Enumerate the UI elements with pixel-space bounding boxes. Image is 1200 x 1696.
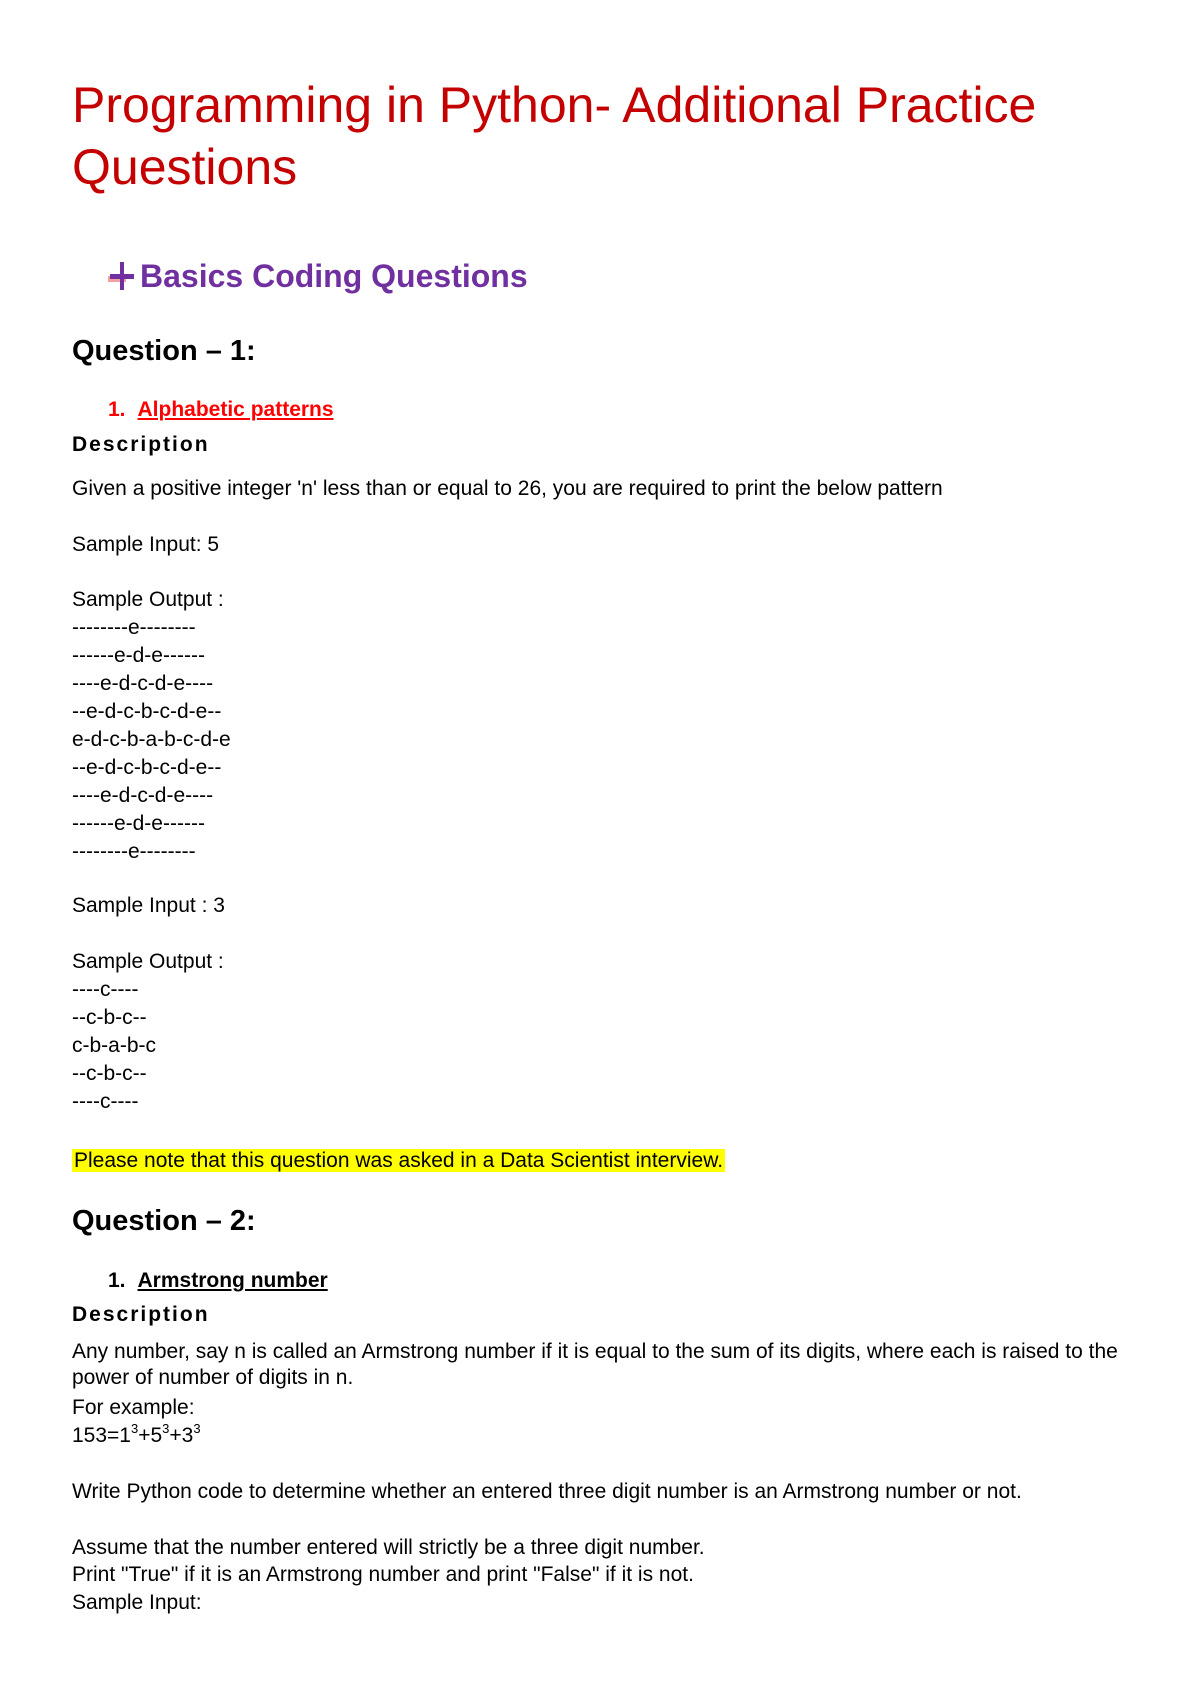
task-instruction-1: Write Python code to determine whether an entered three digit number is an Armstrong number or not. [72, 1480, 1022, 1503]
sample-input-label: Sample Input: [72, 1591, 202, 1614]
pattern-line: --c-b-c-- [72, 1006, 147, 1029]
pattern-line: c-b-a-b-c [72, 1034, 157, 1057]
pattern-line: ----e-d-c-d-e---- [72, 784, 214, 807]
document-title: Programming in Python- Additional Practice Questions [72, 77, 1037, 195]
exponent: 3 [162, 1421, 170, 1436]
exponent: 3 [130, 1421, 139, 1436]
example-equation [72, 1423, 201, 1449]
pattern-output-1 [72, 614, 231, 866]
section-heading [108, 256, 528, 296]
task-instruction-3: Print "True" if it is an Armstrong number and print "False" if it is not. [72, 1563, 694, 1586]
highlighted-note: Please note that this question was asked in a Data Scientist interview. [74, 1149, 724, 1172]
pattern-line: ----c---- [72, 978, 139, 1001]
pattern-line: ------e-d-e------ [72, 644, 205, 667]
pattern-line: --e-d-c-b-c-d-e-- [72, 700, 222, 723]
pattern-line: ----c---- [72, 1090, 139, 1113]
equation-part: +3 [169, 1424, 194, 1447]
list-number: 1. [108, 1269, 126, 1292]
equation-part: +5 [138, 1424, 163, 1447]
description-label: Description [72, 1303, 210, 1326]
question-1-item [108, 397, 334, 423]
sample-input-2: Sample Input : 3 [72, 894, 225, 917]
question-2-item [108, 1268, 328, 1294]
sample-input-1: Sample Input: 5 [72, 533, 220, 556]
question-1-heading: Question – 1: [72, 335, 256, 367]
pattern-line: --------e-------- [72, 840, 196, 863]
pattern-output-2 [72, 976, 156, 1116]
pattern-line: --e-d-c-b-c-d-e-- [72, 756, 222, 779]
bullet-cross-icon [108, 262, 136, 290]
list-number: 1. [108, 398, 126, 421]
example-label: For example: [72, 1396, 195, 1419]
pattern-line: --c-b-c-- [72, 1062, 147, 1085]
equation-part: 153=1 [72, 1424, 131, 1447]
interview-note [72, 1148, 725, 1174]
pattern-line: --------e-------- [72, 616, 196, 639]
section-heading-text: Basics Coding Questions [140, 258, 528, 294]
question-2-heading: Question – 2: [72, 1205, 256, 1237]
pattern-line: ------e-d-e------ [72, 812, 205, 835]
exponent: 3 [193, 1421, 201, 1436]
alphabetic-patterns-title: Alphabetic patterns [137, 398, 334, 421]
pattern-line: e-d-c-b-a-b-c-d-e [72, 728, 231, 751]
sample-output-label-1: Sample Output : [72, 588, 224, 611]
question-2-description: Any number, say n is called an Armstrong number if it is equal to the sum of its digits, where each is raised to the power of number of digits in n. [72, 1340, 1118, 1389]
sample-output-label-2: Sample Output : [72, 950, 224, 973]
question-1-description: Given a positive integer 'n' less than or equal to 26, you are required to print the below pattern [72, 477, 943, 500]
pattern-line: ----e-d-c-d-e---- [72, 672, 214, 695]
description-label: Description [72, 433, 210, 456]
task-instruction-2: Assume that the number entered will strictly be a three digit number. [72, 1536, 705, 1559]
armstrong-number-title: Armstrong number [137, 1269, 328, 1292]
